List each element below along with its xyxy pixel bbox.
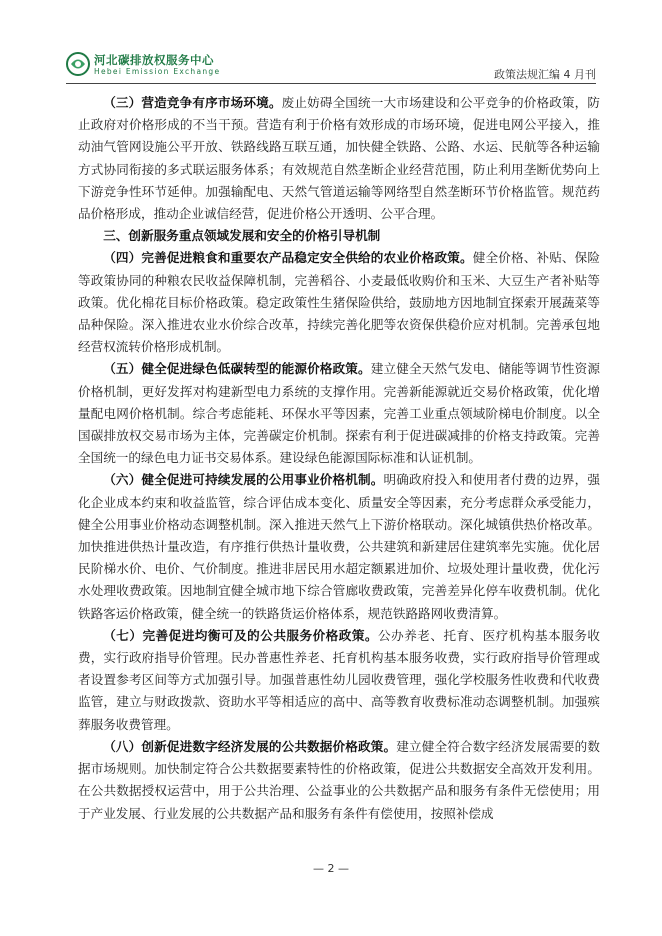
paragraph-7-text: 公办养老、托育、医疗机构基本服务收费，实行政府指导价管理。民办普惠性养老、托育机构基本服务收费，实行政府指导价管理或者设置参考区间等方式加强引导。加强普惠性幼儿园收费管理，强化学校服务性收费和代收费监管，建立与财政拨款、资助水平等相适应的高中、高等教育收费标准动态调整机制。加强殡葬服务收费管理。 [78,627,601,732]
paragraph-6-text: 明确政府投入和使用者付费的边界，强化企业成本约束和收益监管，综合评估成本变化、质量安全等因素，充分考虑群众承受能力，健全公用事业价格动态调整机制。深入推进天然气上下游价格联动。深化城镇供热价格改革。加快推进供热计量改造，有序推行供热计量收费，公共建筑和新建居住建筑率先实施。优化居民阶梯水价、电价、气价制度。推进非居民用水超定额累进加价、垃圾处理计量收费，优化污水处理收费政策。因地制宜健全城市地下综合管廊收费政策，完善差异化停车收费机制。优化铁路客运价格政策，健全统一的铁路货运价格体系，规范铁路路网收费清算。 [78,472,601,621]
paragraph-3 [78,92,600,225]
hebei-emission-logo-icon [66,52,90,76]
paragraph-4 [78,247,600,358]
paragraph-4-title: （四）完善促进粮食和重要农产品稳定安全供给的农业价格政策。 [103,250,473,266]
paragraph-3-title: （三）营造竞争有序市场环境。 [103,95,282,110]
paragraph-7 [78,625,600,736]
paragraph-8-title: （八）创新促进数字经济发展的公共数据价格政策。 [103,738,397,754]
org-name-cn: 河北碳排放权服务中心 [94,53,214,67]
paragraph-7-title: （七）完善促进均衡可及的公共服务价格政策。 [103,627,379,643]
paragraph-6 [78,469,600,624]
org-name-en: Hebei Emission Exchange [94,67,221,76]
issue-label: 政策法规汇编 4 月刊 [494,68,596,81]
document-body [78,92,600,825]
paragraph-3-text: 废止妨碍全国统一大市场建设和公平竞争的价格政策，防止政府对价格形成的不当干预。营造有利于价格有效形成的市场环境，促进电网公平接入，推动油气管网设施公平开放、铁路线路互联互通，加快健全铁路、公路、水运、民航等各种运输方式协同衔接的多式联运服务体系；有效规范自然垄断企业经营范围，防止利用垄断优势向上下游竞争性环节延伸。加强输配电、天然气管道运输等网络型自然垄断环节价格监管。规范药品价格形成，推动企业诚信经营，促进价格公开透明、公平合理。 [78,95,601,222]
page-header [0,0,662,92]
page-number: — 2 — [313,862,349,875]
header-divider [66,83,596,84]
paragraph-5 [78,358,600,469]
paragraph-4-text: 健全价格、补贴、保险等政策协同的种粮农民收益保障机制，完善稻谷、小麦最低收购价和玉米、大豆生产者补贴等政策。优化棉花目标价格政策。稳定政策性生猪保险供给，鼓励地方因地制宜探索开展蔬菜等品种保险。深入推进农业水价综合改革，持续完善化肥等农资保供稳价应对机制。完善承包地经营权流转价格形成机制。 [78,250,601,355]
paragraph-5-title: （五）健全促进绿色低碳转型的能源价格政策。 [103,361,371,377]
paragraph-8-text: 建立健全符合数字经济发展需要的数据市场规则。加快制定符合公共数据要素特性的价格政策，促进公共数据安全高效开发利用。在公共数据授权运营中，用于公共治理、公益事业的公共数据产品和服务有条件无偿使用；用于产业发展、行业发展的公共数据产品和服务有条件有偿使用，按照补偿成 [78,738,601,821]
paragraph-8 [78,736,600,825]
paragraph-6-title: （六）健全促进可持续发展的公用事业价格机制。 [103,472,384,488]
paragraph-5-text: 建立健全天然气发电、储能等调节性资源价格机制，更好发挥对构建新型电力系统的支撑作用。完善新能源就近交易价格政策，优化增量配电网价格机制。综合考虑能耗、环保水平等因素，完善工业重点领域阶梯电价制度。以全国碳排放权交易市场为主体，完善碳定价机制。探索有利于促进碳减排的价格支持政策。完善全国统一的绿色电力证书交易体系。建设绿色能源国际标准和认证机制。 [78,361,601,466]
section-3-heading: 三、创新服务重点领域发展和安全的价格引导机制 [103,228,381,244]
